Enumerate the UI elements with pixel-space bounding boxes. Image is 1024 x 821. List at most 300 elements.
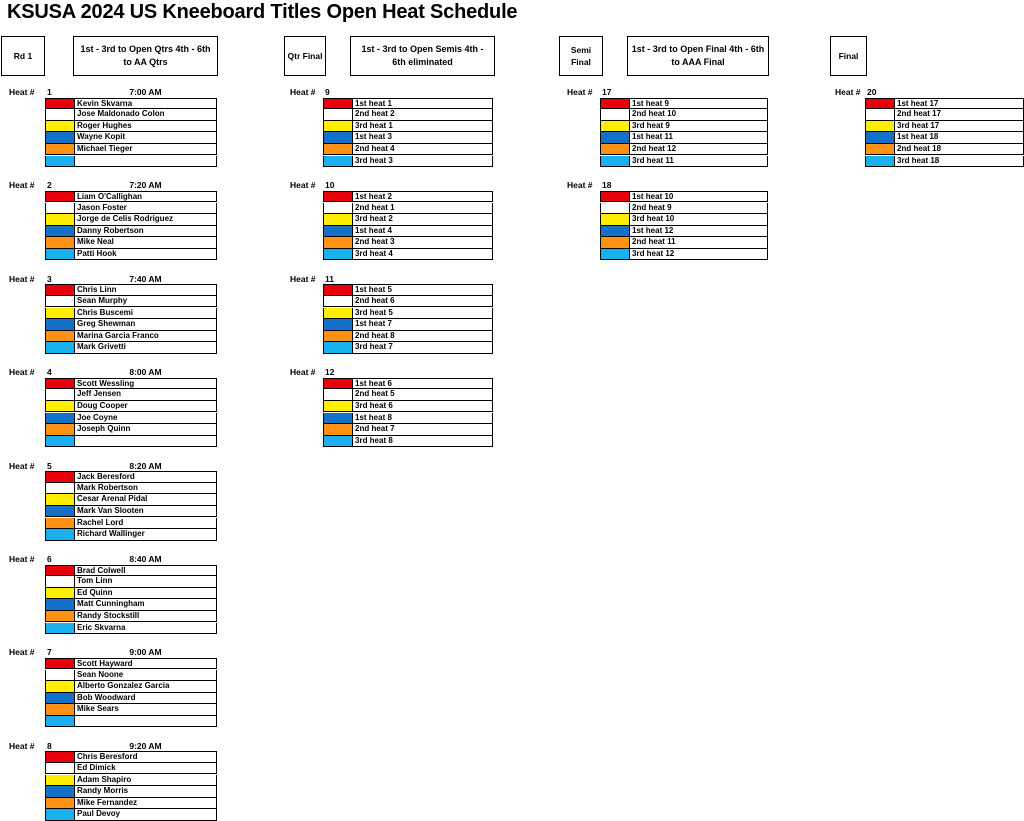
entry-name: Jose Maldonado Colon xyxy=(74,109,217,121)
entry-name: Ed Dimick xyxy=(74,763,217,775)
heat-entry-row xyxy=(600,191,768,203)
heat-entry-row xyxy=(600,203,768,215)
entry-name: Mark Grivetti xyxy=(74,342,217,354)
entry-name: Chris Beresford xyxy=(74,751,217,763)
lane-color-swatch xyxy=(323,121,352,133)
lane-color-swatch xyxy=(45,658,74,670)
lane-color-swatch xyxy=(45,681,74,693)
lane-color-swatch xyxy=(45,494,74,506)
heat-label: Heat # xyxy=(9,740,35,751)
heat-number: 8 xyxy=(47,740,52,751)
lane-color-swatch xyxy=(45,144,74,156)
heat-number: 11 xyxy=(325,273,334,284)
entry-name: Jorge de Celis Rodriguez xyxy=(74,214,217,226)
heat-entry-row xyxy=(45,378,217,390)
lane-color-swatch xyxy=(600,249,629,261)
heat-entry-row xyxy=(600,214,768,226)
lane-color-swatch xyxy=(45,401,74,413)
lane-color-swatch xyxy=(323,284,352,296)
heat-entry-row xyxy=(323,331,493,343)
lane-color-swatch xyxy=(323,203,352,215)
entry-name xyxy=(74,156,217,168)
heat-entry-row xyxy=(45,775,217,787)
heat-entry-row xyxy=(323,424,493,436)
lane-color-swatch xyxy=(45,296,74,308)
entry-name: 2nd heat 11 xyxy=(629,237,768,249)
heat-entry-row xyxy=(323,191,493,203)
lane-color-swatch xyxy=(323,436,352,448)
heat-entry-row xyxy=(323,319,493,331)
lane-color-swatch xyxy=(323,156,352,168)
heat-number: 2 xyxy=(47,180,52,191)
lane-color-swatch xyxy=(600,237,629,249)
lane-color-swatch xyxy=(45,588,74,600)
heat-entry-row xyxy=(600,109,768,121)
heat-entry-row xyxy=(45,494,217,506)
heat-time: 8:20 AM xyxy=(129,460,162,471)
heat-entry-row xyxy=(45,599,217,611)
lane-color-swatch xyxy=(45,798,74,810)
entry-name: Paul Devoy xyxy=(74,809,217,821)
lane-color-swatch xyxy=(323,109,352,121)
entry-name: 3rd heat 18 xyxy=(894,156,1024,168)
lane-color-swatch xyxy=(600,132,629,144)
entry-name: Matt Cunningham xyxy=(74,599,217,611)
lane-color-swatch xyxy=(45,319,74,331)
entry-name: Randy Stockstill xyxy=(74,611,217,623)
heat-entry-row xyxy=(45,809,217,821)
lane-color-swatch xyxy=(45,342,74,354)
heat-entry-row xyxy=(865,144,1024,156)
heat-entry-row xyxy=(323,214,493,226)
heat-number: 7 xyxy=(47,647,52,658)
lane-color-swatch xyxy=(323,378,352,390)
heat-entry-row xyxy=(45,319,217,331)
heat-label: Heat # xyxy=(9,367,35,378)
lane-color-swatch xyxy=(323,191,352,203)
lane-color-swatch xyxy=(323,98,352,110)
entry-name: Mike Neal xyxy=(74,237,217,249)
entry-name: Liam O'Callighan xyxy=(74,191,217,203)
heat-entry-row xyxy=(45,214,217,226)
entry-name: Richard Wallinger xyxy=(74,529,217,541)
lane-color-swatch xyxy=(45,763,74,775)
heat-label: Heat # xyxy=(9,273,35,284)
heat-entry-row xyxy=(323,98,493,110)
entry-name: 2nd heat 1 xyxy=(352,203,493,215)
heat-entry-row xyxy=(45,611,217,623)
entry-name: 2nd heat 5 xyxy=(352,389,493,401)
entry-name: Eric Skvarna xyxy=(74,623,217,635)
lane-color-swatch xyxy=(45,670,74,682)
heat-entry-row xyxy=(323,378,493,390)
round-label-rd1: Rd 1 xyxy=(1,36,45,76)
heat-label: Heat # xyxy=(9,87,35,97)
lane-color-swatch xyxy=(45,518,74,530)
entry-name: 1st heat 2 xyxy=(352,191,493,203)
heat-entry-row xyxy=(600,121,768,133)
lane-color-swatch xyxy=(45,413,74,425)
lane-color-swatch xyxy=(865,109,894,121)
heat-entry-row xyxy=(323,389,493,401)
entry-name: 3rd heat 7 xyxy=(352,342,493,354)
entry-name: Chris Buscemi xyxy=(74,308,217,320)
heat-entry-row xyxy=(45,191,217,203)
lane-color-swatch xyxy=(45,237,74,249)
lane-color-swatch xyxy=(45,249,74,261)
heat-entry-row xyxy=(45,798,217,810)
entry-name: Marina Garcia Franco xyxy=(74,331,217,343)
heat-entry-row xyxy=(45,529,217,541)
entry-name xyxy=(74,716,217,728)
entry-name: 3rd heat 3 xyxy=(352,156,493,168)
entry-name: 1st heat 9 xyxy=(629,98,768,110)
heat-time: 9:20 AM xyxy=(129,740,162,751)
heat-entry-row xyxy=(865,132,1024,144)
entry-name: 2nd heat 12 xyxy=(629,144,768,156)
heat-entry-row xyxy=(45,237,217,249)
lane-color-swatch xyxy=(323,214,352,226)
lane-color-swatch xyxy=(45,623,74,635)
heat-label: Heat # xyxy=(290,180,316,191)
round-desc-rd1: 1st - 3rd to Open Qtrs 4th - 6th to AA Qtrs xyxy=(73,36,218,76)
lane-color-swatch xyxy=(45,611,74,623)
lane-color-swatch xyxy=(45,483,74,495)
entry-name: 3rd heat 17 xyxy=(894,121,1024,133)
heat-entry-row xyxy=(323,226,493,238)
entry-name: 2nd heat 10 xyxy=(629,109,768,121)
entry-name: 3rd heat 8 xyxy=(352,436,493,448)
heat-number: 18 xyxy=(602,180,612,191)
lane-color-swatch xyxy=(45,716,74,728)
lane-color-swatch xyxy=(600,98,629,110)
entry-name: Mike Fernandez xyxy=(74,798,217,810)
lane-color-swatch xyxy=(45,471,74,483)
entry-name: 1st heat 17 xyxy=(894,98,1024,110)
entry-name: 1st heat 1 xyxy=(352,98,493,110)
heat-number: 1 xyxy=(47,87,52,97)
heat-entry-row xyxy=(45,121,217,133)
lane-color-swatch xyxy=(45,98,74,110)
lane-color-swatch xyxy=(45,775,74,787)
lane-color-swatch xyxy=(45,751,74,763)
heat-entry-row xyxy=(45,132,217,144)
entry-name: 1st heat 8 xyxy=(352,413,493,425)
heat-label: Heat # xyxy=(835,87,861,97)
lane-color-swatch xyxy=(45,308,74,320)
heat-number: 12 xyxy=(325,367,335,378)
entry-name: Greg Shewman xyxy=(74,319,217,331)
lane-color-swatch xyxy=(45,704,74,716)
lane-color-swatch xyxy=(323,226,352,238)
heat-entry-row xyxy=(45,203,217,215)
heat-entry-row xyxy=(45,424,217,436)
entry-name: Brad Colwell xyxy=(74,565,217,577)
entry-name: Mark Van Slooten xyxy=(74,506,217,518)
heat-number: 6 xyxy=(47,554,52,564)
entry-name: Jason Foster xyxy=(74,203,217,215)
entry-name: Sean Noone xyxy=(74,670,217,682)
heat-entry-row xyxy=(600,226,768,238)
heat-label: Heat # xyxy=(290,273,316,284)
round-desc-semi-final: 1st - 3rd to Open Final 4th - 6th to AAA Final xyxy=(627,36,769,76)
lane-color-swatch xyxy=(600,191,629,203)
round-label-final: Final xyxy=(830,36,867,76)
entry-name: 3rd heat 12 xyxy=(629,249,768,261)
heat-entry-row xyxy=(45,693,217,705)
entry-name: Sean Murphy xyxy=(74,296,217,308)
round-label-semi-final: Semi Final xyxy=(559,36,603,76)
entry-name: Wayne Kopit xyxy=(74,132,217,144)
heat-label: Heat # xyxy=(9,647,35,658)
lane-color-swatch xyxy=(45,132,74,144)
heat-entry-row xyxy=(323,132,493,144)
entry-name: Ed Quinn xyxy=(74,588,217,600)
entry-name: 3rd heat 11 xyxy=(629,156,768,168)
heat-time: 7:00 AM xyxy=(129,87,162,97)
lane-color-swatch xyxy=(45,203,74,215)
lane-color-swatch xyxy=(45,331,74,343)
lane-color-swatch xyxy=(600,156,629,168)
heat-time: 7:20 AM xyxy=(129,180,162,191)
lane-color-swatch xyxy=(45,109,74,121)
lane-color-swatch xyxy=(600,121,629,133)
lane-color-swatch xyxy=(323,401,352,413)
lane-color-swatch xyxy=(45,565,74,577)
lane-color-swatch xyxy=(865,98,894,110)
lane-color-swatch xyxy=(323,424,352,436)
heat-entry-row xyxy=(323,342,493,354)
heat-number: 4 xyxy=(47,367,52,378)
entry-name: Scott Hayward xyxy=(74,658,217,670)
lane-color-swatch xyxy=(45,506,74,518)
heat-entry-row xyxy=(323,296,493,308)
heat-entry-row xyxy=(45,389,217,401)
heat-time: 8:40 AM xyxy=(129,554,162,564)
heat-entry-row xyxy=(323,436,493,448)
heat-entry-row xyxy=(45,716,217,728)
lane-color-swatch xyxy=(323,132,352,144)
lane-color-swatch xyxy=(600,226,629,238)
entry-name: 1st heat 3 xyxy=(352,132,493,144)
lane-color-swatch xyxy=(45,121,74,133)
lane-color-swatch xyxy=(600,214,629,226)
heat-entry-row xyxy=(600,132,768,144)
heat-number: 20 xyxy=(867,87,877,97)
lane-color-swatch xyxy=(323,331,352,343)
entry-name: Tom Linn xyxy=(74,576,217,588)
heat-label: Heat # xyxy=(290,87,316,97)
heat-entry-row xyxy=(865,156,1024,168)
entry-name: 1st heat 4 xyxy=(352,226,493,238)
heat-entry-row xyxy=(45,98,217,110)
heat-entry-row xyxy=(600,144,768,156)
heat-number: 5 xyxy=(47,460,52,471)
heat-entry-row xyxy=(45,576,217,588)
entry-name: 3rd heat 6 xyxy=(352,401,493,413)
heat-entry-row xyxy=(45,249,217,261)
entry-name: 1st heat 12 xyxy=(629,226,768,238)
heat-label: Heat # xyxy=(290,367,316,378)
lane-color-swatch xyxy=(45,156,74,168)
heat-entry-row xyxy=(600,237,768,249)
heat-entry-row xyxy=(865,109,1024,121)
entry-name: Roger Hughes xyxy=(74,121,217,133)
entry-name: Michael Tieger xyxy=(74,144,217,156)
heat-entry-row xyxy=(323,109,493,121)
lane-color-swatch xyxy=(865,121,894,133)
entry-name: Jeff Jensen xyxy=(74,389,217,401)
lane-color-swatch xyxy=(865,144,894,156)
heat-entry-row xyxy=(45,413,217,425)
entry-name xyxy=(74,436,217,448)
heat-entry-row xyxy=(45,226,217,238)
entry-name: 3rd heat 10 xyxy=(629,214,768,226)
entry-name: 3rd heat 9 xyxy=(629,121,768,133)
heat-entry-row xyxy=(323,121,493,133)
entry-name: 3rd heat 2 xyxy=(352,214,493,226)
entry-name: 1st heat 6 xyxy=(352,378,493,390)
lane-color-swatch xyxy=(600,109,629,121)
entry-name: 2nd heat 3 xyxy=(352,237,493,249)
entry-name: 2nd heat 9 xyxy=(629,203,768,215)
entry-name: Adam Shapiro xyxy=(74,775,217,787)
lane-color-swatch xyxy=(323,237,352,249)
entry-name: Randy Morris xyxy=(74,786,217,798)
entry-name: 1st heat 11 xyxy=(629,132,768,144)
heat-entry-row xyxy=(865,121,1024,133)
entry-name: 2nd heat 4 xyxy=(352,144,493,156)
lane-color-swatch xyxy=(45,424,74,436)
lane-color-swatch xyxy=(600,203,629,215)
heat-number: 9 xyxy=(325,87,330,97)
entry-name: 2nd heat 6 xyxy=(352,296,493,308)
lane-color-swatch xyxy=(45,693,74,705)
lane-color-swatch xyxy=(323,319,352,331)
lane-color-swatch xyxy=(323,389,352,401)
entry-name: Bob Woodward xyxy=(74,693,217,705)
heat-entry-row xyxy=(45,704,217,716)
entry-name: Patti Hook xyxy=(74,249,217,261)
lane-color-swatch xyxy=(45,389,74,401)
heat-entry-row xyxy=(323,156,493,168)
heat-entry-row xyxy=(45,786,217,798)
heat-time: 8:00 AM xyxy=(129,367,162,378)
heat-entry-row xyxy=(45,670,217,682)
heat-entry-row xyxy=(600,156,768,168)
entry-name: 3rd heat 4 xyxy=(352,249,493,261)
entry-name: Mark Robertson xyxy=(74,483,217,495)
entry-name: Alberto Gonzalez Garcia xyxy=(74,681,217,693)
entry-name: Mike Sears xyxy=(74,704,217,716)
heat-entry-row xyxy=(45,296,217,308)
heat-label: Heat # xyxy=(9,180,35,191)
lane-color-swatch xyxy=(45,226,74,238)
heat-number: 3 xyxy=(47,273,52,284)
heat-time: 7:40 AM xyxy=(129,273,162,284)
heat-entry-row xyxy=(323,308,493,320)
lane-color-swatch xyxy=(323,249,352,261)
lane-color-swatch xyxy=(865,156,894,168)
heat-number: 10 xyxy=(325,180,335,191)
entry-name: Jack Beresford xyxy=(74,471,217,483)
lane-color-swatch xyxy=(45,786,74,798)
lane-color-swatch xyxy=(45,599,74,611)
heat-entry-row xyxy=(45,565,217,577)
entry-name: Joseph Quinn xyxy=(74,424,217,436)
heat-entry-row xyxy=(323,203,493,215)
lane-color-swatch xyxy=(600,144,629,156)
heat-entry-row xyxy=(45,751,217,763)
heat-entry-row xyxy=(45,436,217,448)
lane-color-swatch xyxy=(45,378,74,390)
heat-entry-row xyxy=(45,623,217,635)
entry-name: Chris Linn xyxy=(74,284,217,296)
heat-entry-row xyxy=(45,308,217,320)
entry-name: 3rd heat 5 xyxy=(352,308,493,320)
entry-name: 2nd heat 7 xyxy=(352,424,493,436)
entry-name: 2nd heat 2 xyxy=(352,109,493,121)
heat-label: Heat # xyxy=(567,87,593,97)
heat-entry-row xyxy=(323,284,493,296)
heat-entry-row xyxy=(45,483,217,495)
lane-color-swatch xyxy=(45,529,74,541)
heat-entry-row xyxy=(45,658,217,670)
entry-name: Joe Coyne xyxy=(74,413,217,425)
heat-entry-row xyxy=(45,506,217,518)
entry-name: 2nd heat 8 xyxy=(352,331,493,343)
heat-entry-row xyxy=(45,284,217,296)
heat-number: 17 xyxy=(602,87,612,97)
lane-color-swatch xyxy=(45,809,74,821)
entry-name: 1st heat 7 xyxy=(352,319,493,331)
lane-color-swatch xyxy=(45,576,74,588)
entry-name: 2nd heat 17 xyxy=(894,109,1024,121)
entry-name: Cesar Arenal Pidal xyxy=(74,494,217,506)
heat-entry-row xyxy=(865,98,1024,110)
heat-entry-row xyxy=(45,331,217,343)
lane-color-swatch xyxy=(323,144,352,156)
lane-color-swatch xyxy=(45,436,74,448)
heat-entry-row xyxy=(45,156,217,168)
entry-name: Rachel Lord xyxy=(74,518,217,530)
entry-name: 1st heat 5 xyxy=(352,284,493,296)
heat-entry-row xyxy=(600,249,768,261)
entry-name: Kevin Skvarna xyxy=(74,98,217,110)
heat-entry-row xyxy=(323,237,493,249)
entry-name: 3rd heat 1 xyxy=(352,121,493,133)
heat-entry-row xyxy=(45,518,217,530)
lane-color-swatch xyxy=(45,191,74,203)
heat-time: 9:00 AM xyxy=(129,647,162,658)
lane-color-swatch xyxy=(45,284,74,296)
heat-entry-row xyxy=(45,144,217,156)
heat-entry-row xyxy=(45,401,217,413)
entry-name: 1st heat 18 xyxy=(894,132,1024,144)
lane-color-swatch xyxy=(323,296,352,308)
entry-name: Scott Wessling xyxy=(74,378,217,390)
round-desc-qtr-final: 1st - 3rd to Open Semis 4th - 6th eliminated xyxy=(350,36,495,76)
heat-label: Heat # xyxy=(567,180,593,191)
heat-entry-row xyxy=(45,471,217,483)
heat-entry-row xyxy=(45,681,217,693)
lane-color-swatch xyxy=(323,308,352,320)
heat-entry-row xyxy=(45,109,217,121)
page-title: KSUSA 2024 US Kneeboard Titles Open Heat Schedule xyxy=(7,1,518,23)
heat-entry-row xyxy=(45,588,217,600)
entry-name: Doug Cooper xyxy=(74,401,217,413)
heat-entry-row xyxy=(600,98,768,110)
